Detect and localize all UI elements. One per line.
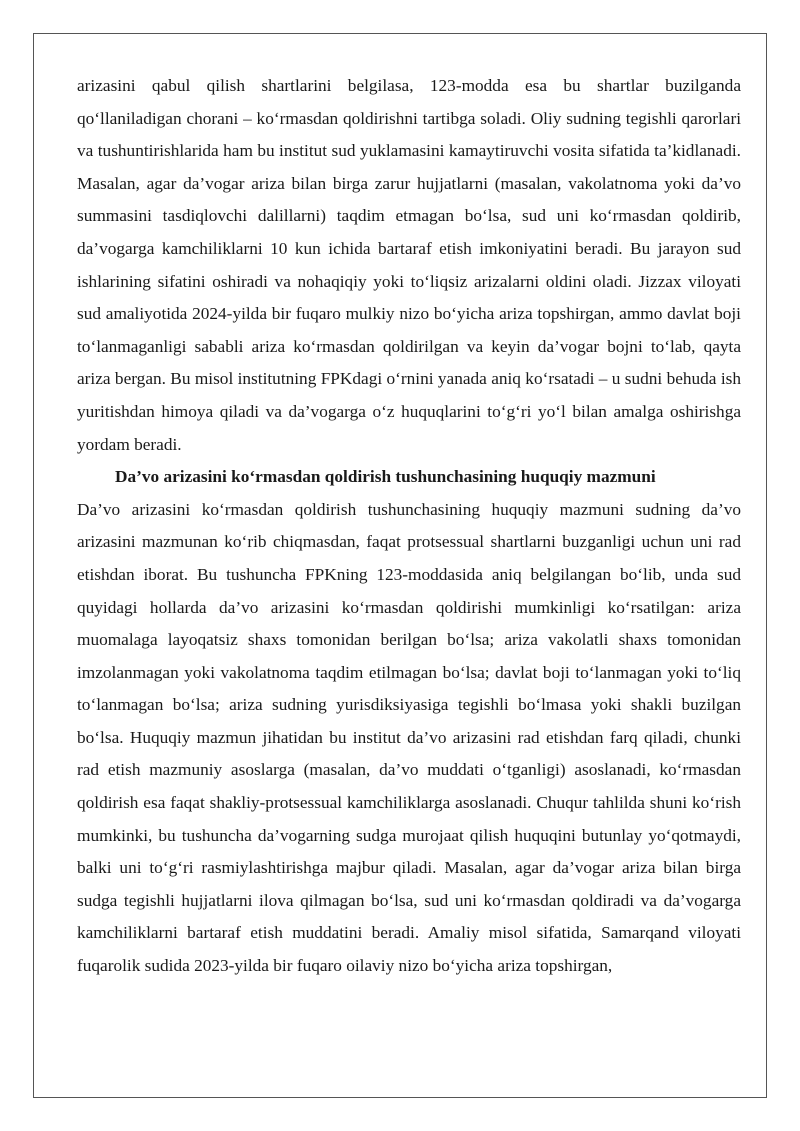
paragraph-section-body: Da’vo arizasini ko‘rmasdan qoldirish tushunchasining huquqiy mazmuni sudning da’vo arizasini mazmunan ko‘rib chiqmasdan, faqat protsessual shartlarni buzganligi uchun uni rad etishdan iborat. Bu tushuncha FPKning 123-moddasida aniq belgilangan bo‘lib, unda sud quyidagi hollarda da’vo arizasini ko‘rmasdan qoldirishi mumkinligi ko‘rsatilgan: ariza muomalaga layoqatsiz shaxs tomonidan berilgan bo‘lsa; ariza vakolatli shaxs tomonidan imzolanmagan yoki vakolatnoma taqdim etilmagan bo‘lsa; davlat boji to‘lanmagan yoki to‘liq to‘lanmagan bo‘lsa; ariza sudning yurisdiksiyasiga tegishli bo‘lmasa yoki shakli buzilgan bo‘lsa. Huquqiy mazmun jihatidan bu institut da’vo arizasini rad etishdan farq qiladi, chunki rad etish mazmuniy asoslarga (masalan, da’vo muddati o‘tganligi) asoslanadi, ko‘rmasdan qoldirish esa faqat shakliy-protsessual kamchiliklarga asoslanadi. Chuqur tahlilda shuni ko‘rish mumkinki, bu tushuncha da’vogarning sudga murojaat qilish huquqini butunlay yo‘qotmaydi, balki uni to‘g‘ri rasmiylashtirishga majbur qiladi. Masalan, agar da’vogar ariza bilan birga sudga tegishli hujjatlarni ilova qilmagan bo‘lsa, sud uni ko‘rmasdan qoldiradi va da’vogarga kamchiliklarni bartaraf etish muddatini beradi. Amaliy misol sifatida, Samarqand viloyati fuqarolik sudida 2023-yilda bir fuqaro oilaviy nizo bo‘yicha ariza topshirgan, bbox=[77, 499, 741, 976]
document-body bbox=[77, 70, 741, 983]
paragraph-continued: arizasini qabul qilish shartlarini belgilasa, 123-modda esa bu shartlar buzilganda qo‘llaniladigan chorani – ko‘rmasdan qoldirishni tartibga soladi. Oliy sudning tegishli qarorlari va tushuntirishlarida ham bu institut sud yuklamasini kamaytiruvchi vosita sifatida ta’kidlanadi. Masalan, agar da’vogar ariza bilan birga zarur hujjatlarni (masalan, vakolatnoma yoki da’vo summasini tasdiqlovchi dalillarni) taqdim etmagan bo‘lsa, sud uni ko‘rmasdan qoldirib, da’vogarga kamchiliklarni 10 kun ichida bartaraf etish imkoniyatini beradi. Bu jarayon sud ishlarining sifatini oshiradi va nohaqiqiy yoki to‘liqsiz arizalarni oldini oladi. Jizzax viloyati sud amaliyotida 2024-yilda bir fuqaro mulkiy nizo bo‘yicha ariza topshirgan, ammo davlat boji to‘lanmaganligi sababli ariza ko‘rmasdan qoldirilgan va keyin da’vogar bojni to‘lab, qayta ariza bergan. Bu misol institutning FPKdagi o‘rnini yanada aniq ko‘rsatadi – u sudni behuda ish yuritishdan himoya qiladi va da’vogarga o‘z huquqlarini to‘g‘ri yo‘l bilan amalga oshirishga yordam beradi. bbox=[77, 76, 741, 454]
section-heading: Da’vo arizasini ko‘rmasdan qoldirish tushunchasining huquqiy mazmuni bbox=[115, 467, 656, 487]
